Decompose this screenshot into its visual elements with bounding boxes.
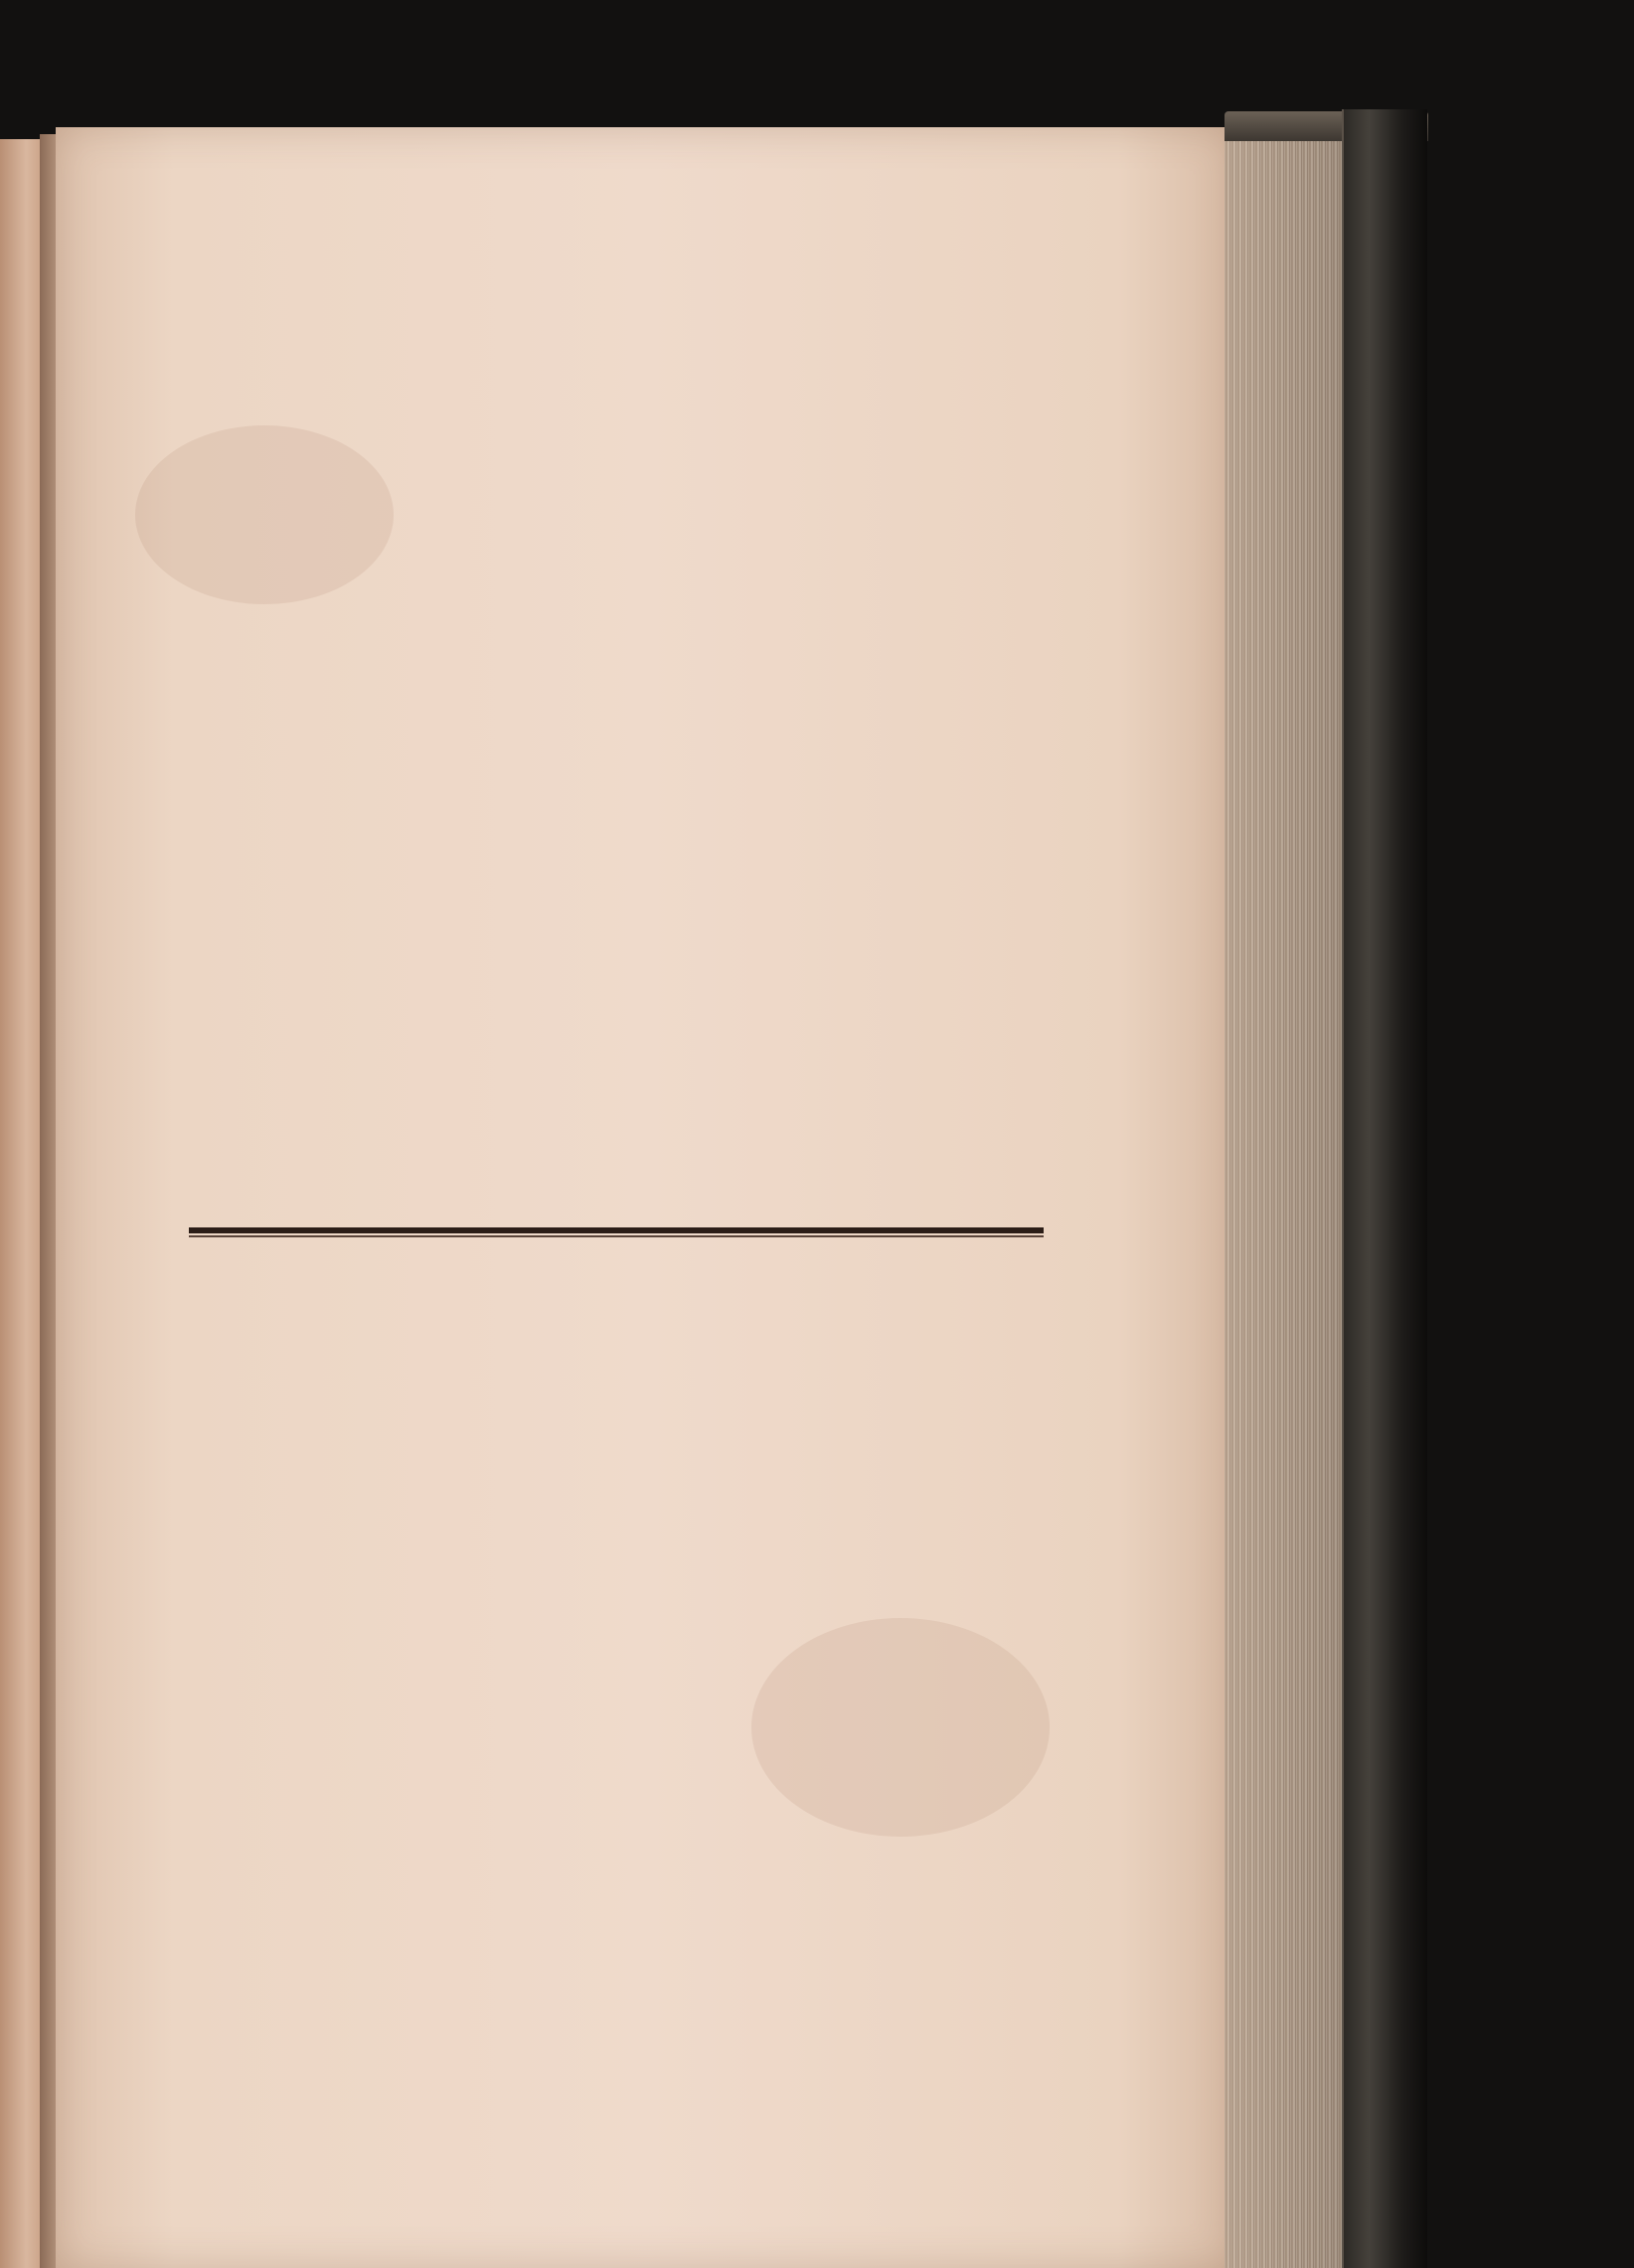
book-page: [56, 127, 1236, 2268]
section-divider-rule: [189, 1224, 1044, 1238]
page-block-shade: [1225, 129, 1342, 2268]
paper-stain: [135, 425, 394, 604]
paper-stain: [751, 1618, 1050, 1837]
previous-page-edge: [0, 139, 44, 2268]
book-cover-binding: [1342, 109, 1427, 2268]
